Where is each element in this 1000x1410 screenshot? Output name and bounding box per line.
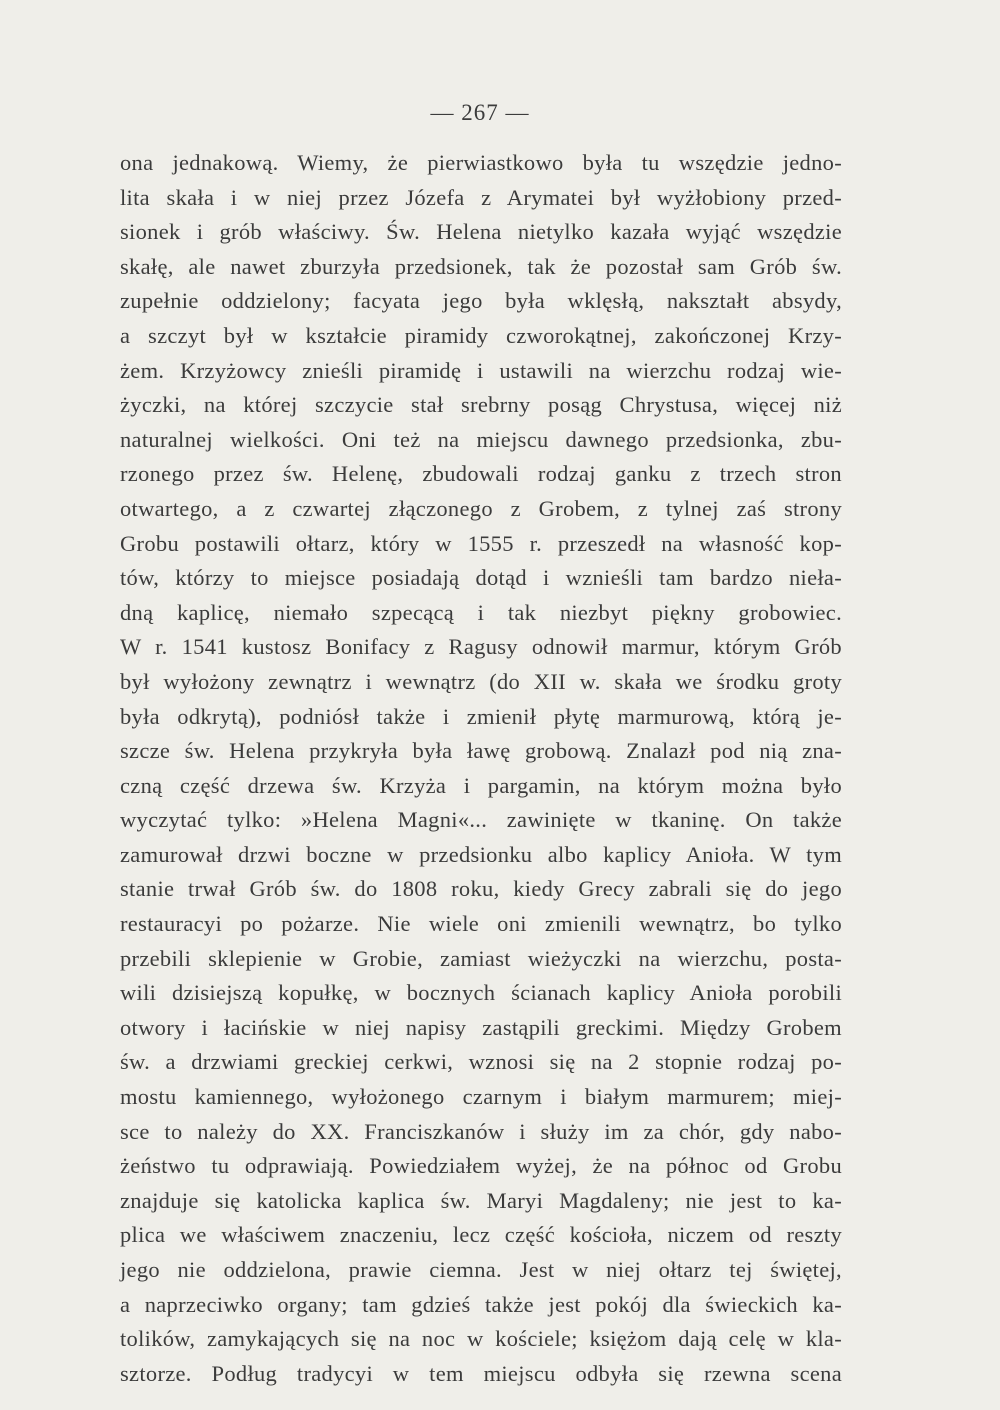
text-line: sce to należy do XX. Franciszkanów i służy im za chór, gdy nabo- [120, 1118, 842, 1144]
text-line: lita skała i w niej przez Józefa z Arymatei był wyżłobiony przed- [120, 184, 842, 210]
body-text [120, 146, 842, 1391]
text-line: czną część drzewa św. Krzyża i pargamin, na którym można było [120, 772, 842, 798]
text-line: zupełnie oddzielony; facyata jego była wklęsłą, nakształt absydy, [120, 288, 842, 314]
text-line: przebili sklepienie w Grobie, zamiast wieżyczki na wierzchu, posta- [120, 945, 842, 971]
text-line: naturalnej wielkości. Oni też na miejscu dawnego przedsionka, zbu- [120, 426, 842, 452]
text-line: dną kaplicę, niemało szpecącą i tak niezbyt piękny grobowiec. [120, 599, 842, 625]
text-line: św. a drzwiami greckiej cerkwi, wznosi się na 2 stopnie rodzaj po- [120, 1049, 842, 1075]
text-line: a szczyt był w kształcie piramidy czworokątnej, zakończonej Krzy- [120, 322, 842, 348]
text-line: życzki, na której szczycie stał srebrny posąg Chrystusa, więcej niż [120, 392, 842, 418]
text-line: tów, którzy to miejsce posiadają dotąd i wznieśli tam bardzo nieła- [120, 565, 842, 591]
text-line: Grobu postawili ołtarz, który w 1555 r. przeszedł na własność kop- [120, 530, 842, 556]
text-line: zamurował drzwi boczne w przedsionku albo kaplicy Anioła. W tym [120, 841, 842, 867]
text-line: skałę, ale nawet zburzyła przedsionek, tak że pozostał sam Grób św. [120, 253, 842, 279]
text-line: szcze św. Helena przykryła była ławę grobową. Znalazł pod nią zna- [120, 738, 842, 764]
text-line: był wyłożony zewnątrz i wewnątrz (do XII w. skała we środku groty [120, 668, 842, 694]
text-line: otwory i łacińskie w niej napisy zastąpili greckimi. Między Grobem [120, 1014, 842, 1040]
page-number: — 267 — [430, 100, 530, 125]
text-line: wyczytać tylko: »Helena Magni«... zawinięte w tkaninę. On także [120, 807, 842, 833]
text-line: sionek i grób właściwy. Św. Helena nietylko kazała wyjąć wszędzie [120, 219, 842, 245]
text-line: restauracyi po pożarze. Nie wiele oni zmienili wewnątrz, bo tylko [120, 911, 842, 937]
text-line: W r. 1541 kustosz Bonifacy z Ragusy odnowił marmur, którym Grób [120, 634, 842, 660]
text-line: tolików, zamykających się na noc w kościele; księżom dają celę w kla- [120, 1326, 842, 1352]
text-line: sztorze. Podług tradycyi w tem miejscu odbyła się rzewna scena [120, 1360, 842, 1386]
text-line: ona jednakową. Wiemy, że pierwiastkowo była tu wszędzie jedno- [120, 150, 842, 175]
text-line: a naprzeciwko organy; tam gdzieś także jest pokój dla świeckich ka- [120, 1291, 842, 1317]
text-line: znajduje się katolicka kaplica św. Maryi Magdaleny; nie jest to ka- [120, 1187, 842, 1213]
text-line: żeństwo tu odprawiają. Powiedziałem wyżej, że na północ od Grobu [120, 1153, 842, 1179]
text-line: stanie trwał Grób św. do 1808 roku, kiedy Grecy zabrali się do jego [120, 876, 842, 902]
text-line: rzonego przez św. Helenę, zbudowali rodzaj ganku z trzech stron [120, 461, 842, 487]
text-line: żem. Krzyżowcy znieśli piramidę i ustawili na wierzchu rodzaj wie- [120, 357, 842, 383]
text-line: otwartego, a z czwartej złączonego z Grobem, z tylnej zaś strony [120, 495, 842, 521]
text-line: jego nie oddzielona, prawie ciemna. Jest w niej ołtarz tej świętej, [120, 1257, 842, 1282]
text-line: była odkrytą), podniósł także i zmienił płytę marmurową, którą je- [120, 703, 842, 729]
text-line: wili dzisiejszą kopułkę, w bocznych ścianach kaplicy Anioła porobili [120, 980, 842, 1006]
text-line: plica we właściwem znaczeniu, lecz część kościoła, niczem od reszty [120, 1222, 842, 1248]
text-line: mostu kamiennego, wyłożonego czarnym i białym marmurem; miej- [120, 1084, 842, 1110]
